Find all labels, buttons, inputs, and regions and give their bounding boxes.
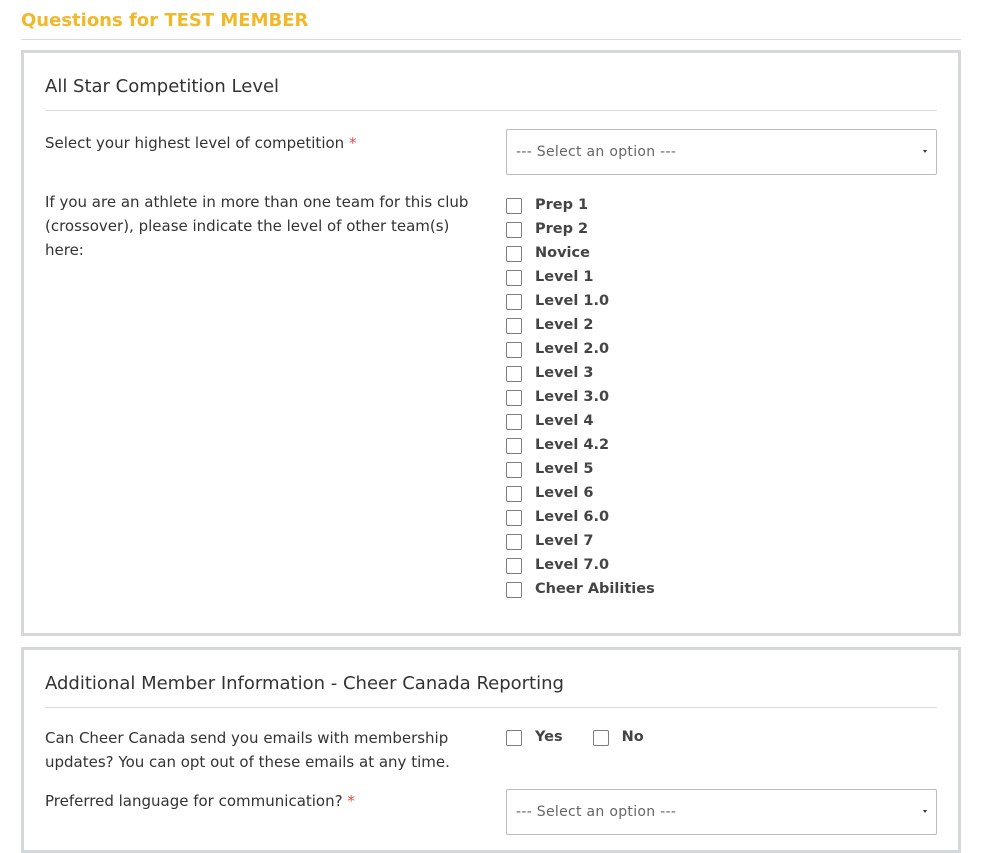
question-highest-level-label: [45, 131, 485, 155]
checkbox[interactable]: [506, 198, 522, 214]
checkbox-label: Level 7: [535, 533, 594, 549]
checkbox[interactable]: [506, 342, 522, 358]
checkbox[interactable]: [506, 534, 522, 550]
checkbox[interactable]: [593, 730, 609, 746]
checkbox[interactable]: [506, 438, 522, 454]
checkbox[interactable]: [506, 582, 522, 598]
question-text: Preferred language for communication?: [45, 792, 343, 810]
checkbox-option[interactable]: [506, 265, 655, 289]
required-mark: *: [348, 134, 357, 152]
checkbox-label: Level 1: [535, 269, 594, 285]
checkbox-label: Level 1.0: [535, 293, 610, 309]
checkbox-label: Novice: [535, 245, 590, 261]
select-value: --- Select an option ---: [516, 804, 677, 820]
checkbox-label: Prep 1: [535, 197, 589, 213]
checkbox-option[interactable]: [506, 313, 655, 337]
option-no[interactable]: [593, 728, 644, 746]
checkbox-label: Level 3.0: [535, 389, 610, 405]
title-divider: [21, 39, 961, 40]
checkbox-option[interactable]: [506, 481, 655, 505]
section-heading: Additional Member Information - Cheer Canada Reporting: [45, 650, 937, 708]
checkbox-label: Level 4.2: [535, 437, 610, 453]
checkbox-option[interactable]: [506, 337, 655, 361]
checkbox-option[interactable]: [506, 217, 655, 241]
checkbox-label: Level 3: [535, 365, 594, 381]
caret-down-icon: [923, 810, 927, 813]
question-text: Select your highest level of competition: [45, 134, 345, 152]
select-value: --- Select an option ---: [516, 144, 677, 160]
checkbox[interactable]: [506, 222, 522, 238]
checkbox-option[interactable]: [506, 577, 655, 601]
checkbox[interactable]: [506, 390, 522, 406]
checkbox-option[interactable]: [506, 433, 655, 457]
email-consent-options: [506, 728, 674, 746]
checkbox-label: Cheer Abilities: [535, 581, 655, 597]
checkbox[interactable]: [506, 294, 522, 310]
checkbox-option[interactable]: [506, 409, 655, 433]
checkbox-label: Level 6: [535, 485, 594, 501]
checkbox-label: Yes: [535, 729, 563, 745]
checkbox-option[interactable]: [506, 193, 655, 217]
question-language-label: [45, 789, 485, 813]
checkbox[interactable]: [506, 366, 522, 382]
checkbox-option[interactable]: [506, 385, 655, 409]
option-yes[interactable]: [506, 728, 563, 746]
checkbox-option[interactable]: [506, 505, 655, 529]
checkbox-label: Level 7.0: [535, 557, 610, 573]
checkbox[interactable]: [506, 414, 522, 430]
checkbox-label: Level 5: [535, 461, 594, 477]
checkbox-option[interactable]: [506, 529, 655, 553]
caret-down-icon: [923, 150, 927, 153]
crossover-level-checkbox-list: [506, 193, 655, 601]
page-title: Questions for TEST MEMBER: [21, 10, 309, 31]
checkbox-label: Level 2.0: [535, 341, 610, 357]
section-all-star-competition: [21, 50, 961, 636]
checkbox-option[interactable]: [506, 241, 655, 265]
checkbox-label: No: [621, 729, 644, 745]
checkbox[interactable]: [506, 486, 522, 502]
checkbox[interactable]: [506, 246, 522, 262]
checkbox-label: Level 6.0: [535, 509, 610, 525]
section-heading: All Star Competition Level: [45, 53, 937, 111]
checkbox-option[interactable]: [506, 361, 655, 385]
checkbox-label: Prep 2: [535, 221, 589, 237]
checkbox[interactable]: [506, 730, 522, 746]
checkbox[interactable]: [506, 462, 522, 478]
checkbox[interactable]: [506, 510, 522, 526]
checkbox-label: Level 2: [535, 317, 594, 333]
checkbox-label: Level 4: [535, 413, 594, 429]
language-select[interactable]: [506, 789, 937, 835]
checkbox[interactable]: [506, 318, 522, 334]
checkbox-option[interactable]: [506, 553, 655, 577]
checkbox-option[interactable]: [506, 289, 655, 313]
checkbox[interactable]: [506, 270, 522, 286]
question-crossover-label: If you are an athlete in more than one team for this club (crossover), please indicate the level of other team(s) here:: [45, 193, 469, 259]
section-additional-member-info: [21, 647, 961, 853]
required-mark: *: [347, 792, 355, 810]
checkbox-option[interactable]: [506, 457, 655, 481]
question-email-consent-label: Can Cheer Canada send you emails with membership updates? You can opt out of these emails at any time.: [45, 729, 450, 771]
checkbox[interactable]: [506, 558, 522, 574]
highest-level-select[interactable]: [506, 129, 937, 175]
